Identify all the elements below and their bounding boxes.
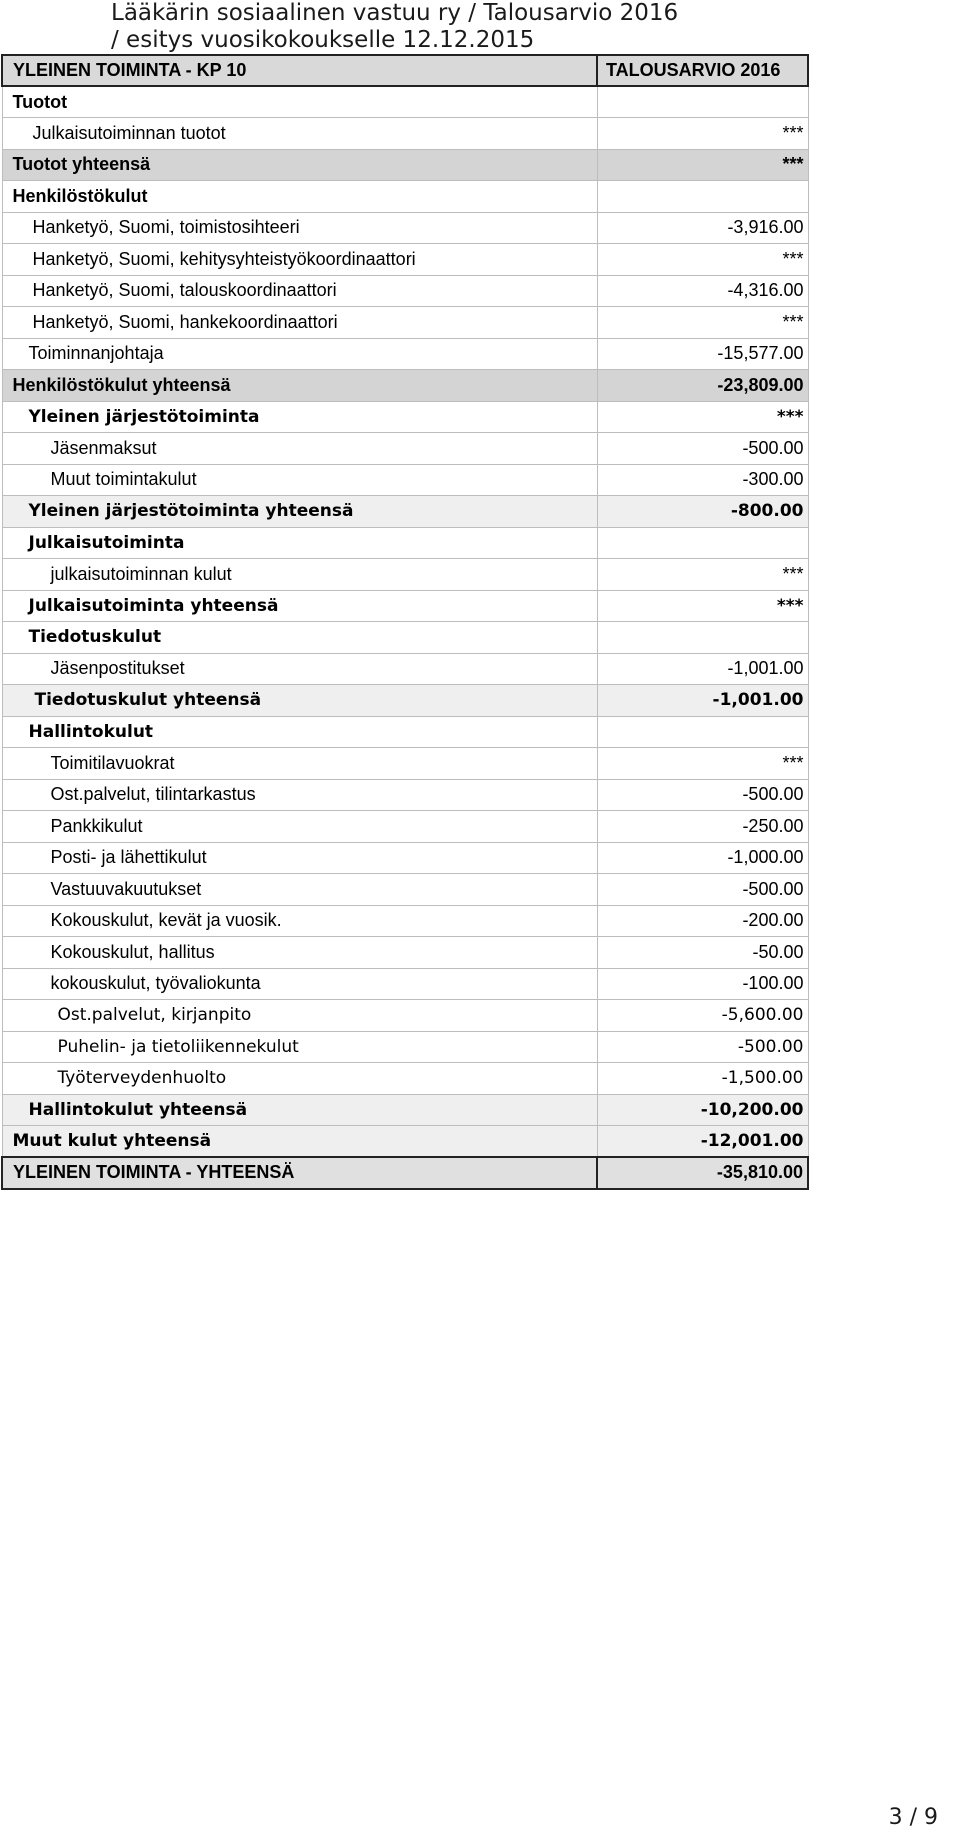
row-amount: -500.00 [597, 1031, 808, 1063]
row-amount: -10,200.00 [597, 1094, 808, 1126]
table-row [2, 937, 808, 969]
row-label: Henkilöstökulut yhteensä [2, 370, 597, 402]
table-row [2, 842, 808, 874]
row-label: Kokouskulut, hallitus [2, 937, 597, 969]
row-label: Tiedotuskulut [2, 622, 597, 654]
table-row [2, 905, 808, 937]
row-amount: -1,001.00 [597, 685, 808, 717]
document-header [111, 0, 678, 54]
row-label: YLEINEN TOIMINTA - YHTEENSÄ [2, 1157, 597, 1189]
section-header-row [2, 716, 808, 748]
row-label: Toiminnanjohtaja [2, 338, 597, 370]
row-amount: -300.00 [597, 464, 808, 496]
table-row [2, 244, 808, 276]
section-header-row [2, 181, 808, 213]
row-amount: -250.00 [597, 811, 808, 843]
row-amount: -15,577.00 [597, 338, 808, 370]
row-amount: -500.00 [597, 779, 808, 811]
row-label: Kokouskulut, kevät ja vuosik. [2, 905, 597, 937]
header-subtitle: / esitys vuosikokoukselle 12.12.2015 [111, 27, 535, 53]
row-label: Tuotot [2, 86, 597, 118]
subtotal-row [2, 1094, 808, 1126]
row-label: Ost.palvelut, kirjanpito [2, 1000, 597, 1032]
subtotal-row [2, 685, 808, 717]
row-amount: -5,600.00 [597, 1000, 808, 1032]
row-amount: *** [597, 559, 808, 591]
subtotal-row [2, 370, 808, 402]
subtotal-row [2, 496, 808, 528]
table-row [2, 433, 808, 465]
row-amount: -1,001.00 [597, 653, 808, 685]
table-row [2, 464, 808, 496]
row-label: Toimitilavuokrat [2, 748, 597, 780]
row-label: Työterveydenhuolto [2, 1063, 597, 1095]
budget-table [1, 54, 809, 1190]
row-label: Yleinen järjestötoiminta yhteensä [2, 496, 597, 528]
row-amount: -800.00 [597, 496, 808, 528]
row-amount: -200.00 [597, 905, 808, 937]
row-amount [597, 527, 808, 559]
row-label: Muut kulut yhteensä [2, 1126, 597, 1158]
row-amount [597, 716, 808, 748]
table-row [2, 1063, 808, 1095]
row-label: Julkaisutoiminnan tuotot [2, 118, 597, 150]
row-label: Posti- ja lähettikulut [2, 842, 597, 874]
row-amount: *** [597, 748, 808, 780]
row-amount: *** [597, 244, 808, 276]
table-row [2, 307, 808, 339]
table-row [2, 653, 808, 685]
row-amount [597, 86, 808, 118]
grand-total-row [2, 1157, 808, 1189]
row-amount: -50.00 [597, 937, 808, 969]
row-label: Vastuuvakuutukset [2, 874, 597, 906]
row-label: Henkilöstökulut [2, 181, 597, 213]
row-label: Pankkikulut [2, 811, 597, 843]
row-amount: -500.00 [597, 874, 808, 906]
header-title: Lääkärin sosiaalinen vastuu ry / Talousarvio 2016 [111, 0, 679, 26]
row-label: Hanketyö, Suomi, toimistosihteeri [2, 212, 597, 244]
row-amount: -1,000.00 [597, 842, 808, 874]
table-row [2, 212, 808, 244]
row-amount: -23,809.00 [597, 370, 808, 402]
subtotal-row [2, 1126, 808, 1158]
section-header-row [2, 527, 808, 559]
row-amount: -500.00 [597, 433, 808, 465]
row-label: Tiedotuskulut yhteensä [2, 685, 597, 717]
row-label: Puhelin- ja tietoliikennekulut [2, 1031, 597, 1063]
table-row [2, 275, 808, 307]
table-row [2, 874, 808, 906]
table-row [2, 338, 808, 370]
section-header-row [2, 86, 808, 118]
subtotal-row [2, 590, 808, 622]
row-label: Hallintokulut yhteensä [2, 1094, 597, 1126]
page-number: 3 / 9 [888, 1805, 938, 1830]
row-label: Julkaisutoiminta yhteensä [2, 590, 597, 622]
row-amount: -3,916.00 [597, 212, 808, 244]
row-label: Hanketyö, Suomi, talouskoordinaattori [2, 275, 597, 307]
row-label: Jäsenmaksut [2, 433, 597, 465]
section-header-row [2, 622, 808, 654]
row-label: julkaisutoiminnan kulut [2, 559, 597, 591]
row-amount: *** [597, 401, 808, 433]
subtotal-row [2, 149, 808, 181]
section-header-row [2, 401, 808, 433]
table-row [2, 748, 808, 780]
row-amount: *** [597, 149, 808, 181]
column-header: TALOUSARVIO 2016 [597, 55, 808, 86]
row-amount: *** [597, 118, 808, 150]
table-row [2, 968, 808, 1000]
row-amount: -100.00 [597, 968, 808, 1000]
row-label: Ost.palvelut, tilintarkastus [2, 779, 597, 811]
table-row [2, 559, 808, 591]
row-amount: -12,001.00 [597, 1126, 808, 1158]
row-amount: -1,500.00 [597, 1063, 808, 1095]
row-label: Tuotot yhteensä [2, 149, 597, 181]
row-label: Muut toimintakulut [2, 464, 597, 496]
row-label: Yleinen järjestötoiminta [2, 401, 597, 433]
table-title: YLEINEN TOIMINTA - KP 10 [2, 55, 597, 86]
table-row [2, 811, 808, 843]
row-amount: -4,316.00 [597, 275, 808, 307]
row-label: Hanketyö, Suomi, kehitysyhteistyökoordinaattori [2, 244, 597, 276]
row-amount: -35,810.00 [597, 1157, 808, 1189]
table-row [2, 1031, 808, 1063]
row-amount: *** [597, 307, 808, 339]
row-amount: *** [597, 590, 808, 622]
row-amount [597, 622, 808, 654]
row-label: Hanketyö, Suomi, hankekoordinaattori [2, 307, 597, 339]
row-amount [597, 181, 808, 213]
table-row [2, 779, 808, 811]
row-label: kokouskulut, työvaliokunta [2, 968, 597, 1000]
table-header-row [2, 55, 808, 86]
row-label: Hallintokulut [2, 716, 597, 748]
row-label: Jäsenpostitukset [2, 653, 597, 685]
table-row [2, 118, 808, 150]
table-row [2, 1000, 808, 1032]
row-label: Julkaisutoiminta [2, 527, 597, 559]
